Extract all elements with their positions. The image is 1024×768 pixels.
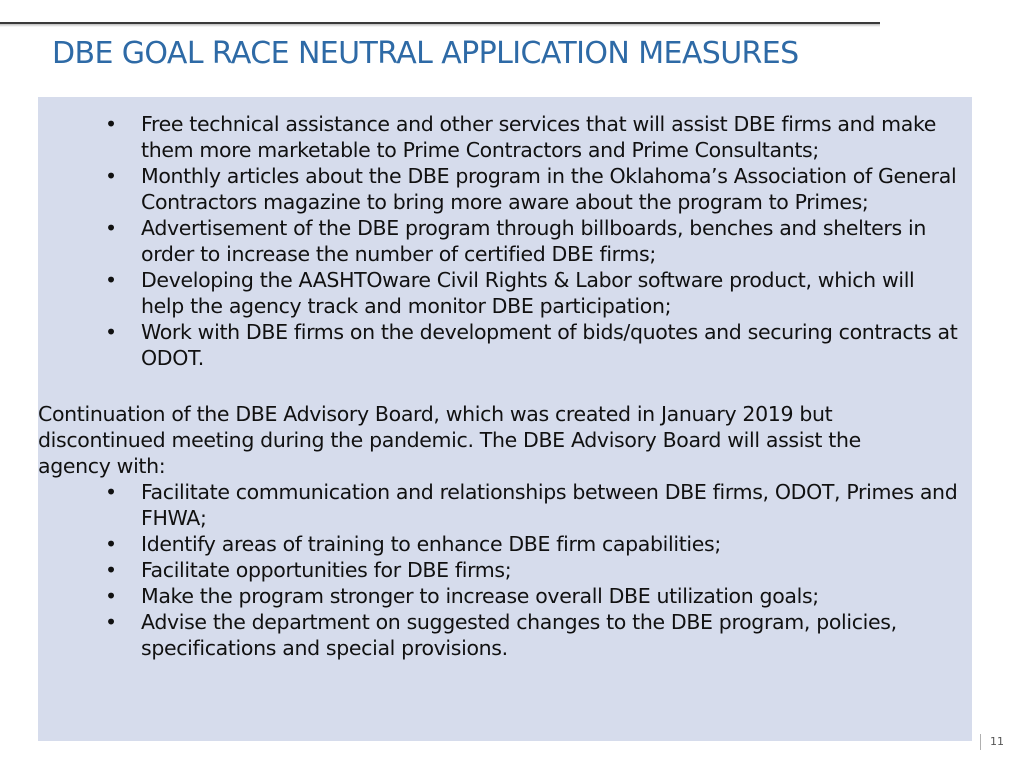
content-body xyxy=(38,111,972,661)
list-item: • Work with DBE firms on the development of bids/quotes and securing contracts at ODOT. xyxy=(38,319,972,371)
list-item: • Identify areas of training to enhance DBE firm capabilities; xyxy=(38,531,972,557)
measures-list xyxy=(38,111,972,371)
list-item: • Free technical assistance and other services that will assist DBE firms and make them more marketable to Prime Contractors and Prime Consultants; xyxy=(38,111,972,163)
list-item: • Facilitate communication and relationships between DBE firms, ODOT, Primes and FHWA; xyxy=(38,479,972,531)
slide-number: 11 xyxy=(980,734,1004,750)
list-item: • Developing the AASHTOware Civil Rights & Labor software product, which will help the agency track and monitor DBE participation; xyxy=(38,267,972,319)
advisory-board-paragraph: Continuation of the DBE Advisory Board, which was created in January 2019 but discontinued meeting during the pandemic. The DBE Advisory Board will assist the agency with: xyxy=(38,402,861,478)
list-item: • Facilitate opportunities for DBE firms; xyxy=(38,557,972,583)
list-item: • Advertisement of the DBE program through billboards, benches and shelters in order to increase the number of certified DBE firms; xyxy=(38,215,972,267)
header-rule-shadow xyxy=(0,24,880,27)
advisory-board-list xyxy=(38,479,972,661)
list-item: • Make the program stronger to increase overall DBE utilization goals; xyxy=(38,583,972,609)
list-item: • Monthly articles about the DBE program in the Oklahoma’s Association of General Contractors magazine to bring more aware about the program to Primes; xyxy=(38,163,972,215)
slide-title: DBE GOAL RACE NEUTRAL APPLICATION MEASURES xyxy=(52,36,799,71)
list-item: • Advise the department on suggested changes to the DBE program, policies, specifications and special provisions. xyxy=(38,609,972,661)
